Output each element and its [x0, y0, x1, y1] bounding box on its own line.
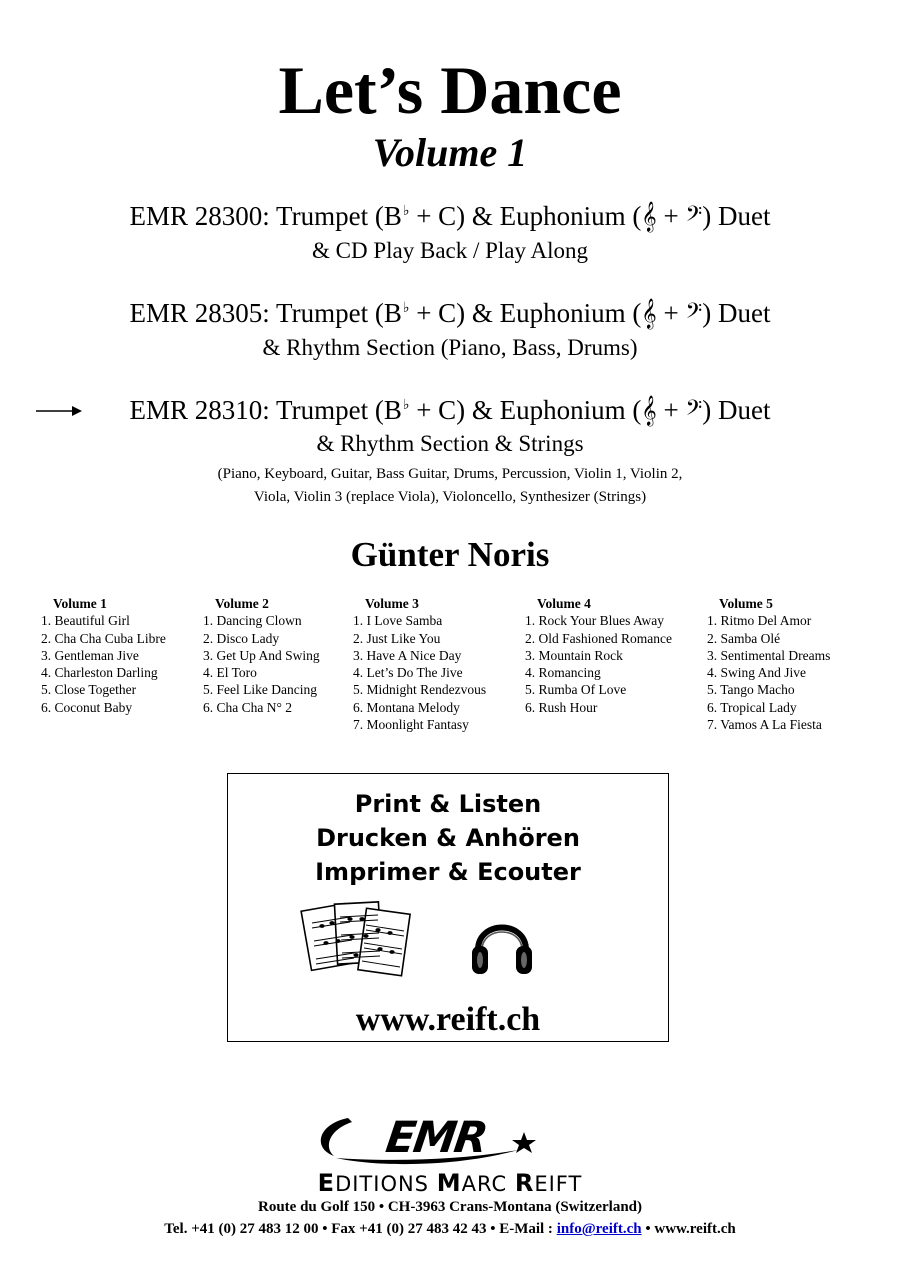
list-item: 6. Montana Melody	[353, 699, 460, 715]
flat-sign: ♭	[402, 301, 410, 316]
edition-line-28305: EMR 28305: Trumpet (B♭ + C) & Euphonium (𝄞 + 𝄢) Duet	[129, 298, 771, 329]
volume-column-5	[707, 595, 830, 733]
list-item: 3. Have A Nice Day	[353, 647, 462, 663]
treble-clef-icon: 𝄞	[641, 299, 657, 329]
treble-clef-icon: 𝄞	[641, 202, 657, 232]
bass-clef-icon: 𝄢	[685, 396, 703, 426]
list-item: 5. Tango Macho	[707, 682, 795, 698]
list-item: 4. El Toro	[203, 665, 257, 681]
volume-column-3	[353, 595, 486, 733]
list-item: 7. Vamos A La Fiesta	[707, 717, 822, 733]
list-item: 6. Tropical Lady	[707, 699, 797, 715]
volume-heading: Volume 1	[53, 596, 107, 611]
list-item: 7. Moonlight Fantasy	[353, 717, 469, 733]
list-item: 2. Disco Lady	[203, 630, 280, 646]
list-item: 1. Ritmo Del Amor	[707, 613, 812, 629]
volume-column-4	[525, 595, 672, 716]
edition-subline-28305: & Rhythm Section (Piano, Bass, Drums)	[262, 335, 638, 360]
list-item: 6. Rush Hour	[525, 699, 598, 715]
email-link[interactable]: info@reift.ch	[556, 1221, 642, 1237]
list-item: 1. Rock Your Blues Away	[525, 613, 665, 629]
sheet-music-icon	[300, 897, 412, 981]
edition-subline-28300: & CD Play Back / Play Along	[312, 238, 588, 263]
list-item: 4. Romancing	[525, 665, 601, 681]
list-item: 3. Mountain Rock	[525, 647, 623, 663]
print-listen-en: Print & Listen	[354, 790, 542, 818]
list-item: 4. Swing And Jive	[707, 665, 807, 681]
flat-sign: ♭	[402, 204, 410, 219]
publisher-name: EDITIONS MARC REIFT	[317, 1169, 583, 1197]
edition-subline-28310: & Rhythm Section & Strings	[316, 431, 584, 456]
publisher-contact: Tel. +41 (0) 27 483 12 00 • Fax +41 (0) 27 483 42 43 • E-Mail : info@reift.ch • www.reift.ch	[164, 1221, 736, 1237]
list-item: 2. Cha Cha Cuba Libre	[41, 630, 166, 646]
volume-column-2	[203, 595, 320, 716]
list-item: 5. Close Together	[41, 682, 137, 698]
print-listen-box	[227, 773, 669, 1042]
headphones-icon	[468, 906, 536, 978]
print-listen-de: Drucken & Anhören	[316, 824, 580, 852]
list-item: 4. Let’s Do The Jive	[353, 665, 463, 681]
volume-heading: Volume 5	[719, 596, 773, 611]
print-listen-url[interactable]: www.reift.ch	[355, 1001, 541, 1038]
list-item: 2. Old Fashioned Romance	[525, 630, 672, 646]
bass-clef-icon: 𝄢	[685, 299, 703, 329]
list-item: 3. Gentleman Jive	[41, 647, 139, 663]
list-item: 1. I Love Samba	[353, 613, 443, 629]
print-listen-fr: Imprimer & Ecouter	[315, 858, 581, 886]
emr-logo: EMR	[382, 1113, 490, 1163]
publisher-address: Route du Golf 150 • CH-3963 Crans-Montana (Switzerland)	[258, 1199, 642, 1215]
edition-line-28300: EMR 28300: Trumpet (B♭ + C) & Euphonium (𝄞 + 𝄢) Duet	[129, 201, 771, 232]
bass-clef-icon: 𝄢	[685, 202, 703, 232]
volume-heading: Volume 4	[537, 596, 591, 611]
list-item: 5. Rumba Of Love	[525, 682, 627, 698]
list-item: 1. Dancing Clown	[203, 613, 302, 629]
volume-heading: Volume 3	[365, 596, 419, 611]
list-item: 2. Just Like You	[353, 630, 441, 646]
list-item: 1. Beautiful Girl	[41, 613, 130, 629]
instrument-list-line-1: (Piano, Keyboard, Guitar, Bass Guitar, Drums, Percussion, Violin 1, Violin 2,	[217, 466, 683, 482]
flat-sign: ♭	[402, 398, 410, 413]
page-title: Let’s Dance	[278, 52, 622, 128]
composer-name: Günter Noris	[350, 535, 550, 574]
list-item: 3. Sentimental Dreams	[707, 647, 831, 663]
list-item: 4. Charleston Darling	[41, 665, 158, 681]
list-item: 3. Get Up And Swing	[203, 647, 320, 663]
list-item: 6. Coconut Baby	[41, 699, 133, 715]
list-item: 2. Samba Olé	[707, 630, 781, 646]
list-item: 5. Midnight Rendezvous	[353, 682, 487, 698]
volume-column-1	[41, 595, 166, 716]
instrument-list-line-2: Viola, Violin 3 (replace Viola), Violoncello, Synthesizer (Strings)	[253, 489, 647, 505]
volume-subtitle: Volume 1	[372, 130, 528, 175]
edition-line-28310: EMR 28310: Trumpet (B♭ + C) & Euphonium (𝄞 + 𝄢) Duet	[129, 395, 771, 426]
volume-heading: Volume 2	[215, 596, 269, 611]
list-item: 5. Feel Like Dancing	[203, 682, 317, 698]
treble-clef-icon: 𝄞	[641, 396, 657, 426]
list-item: 6. Cha Cha N° 2	[203, 699, 293, 715]
